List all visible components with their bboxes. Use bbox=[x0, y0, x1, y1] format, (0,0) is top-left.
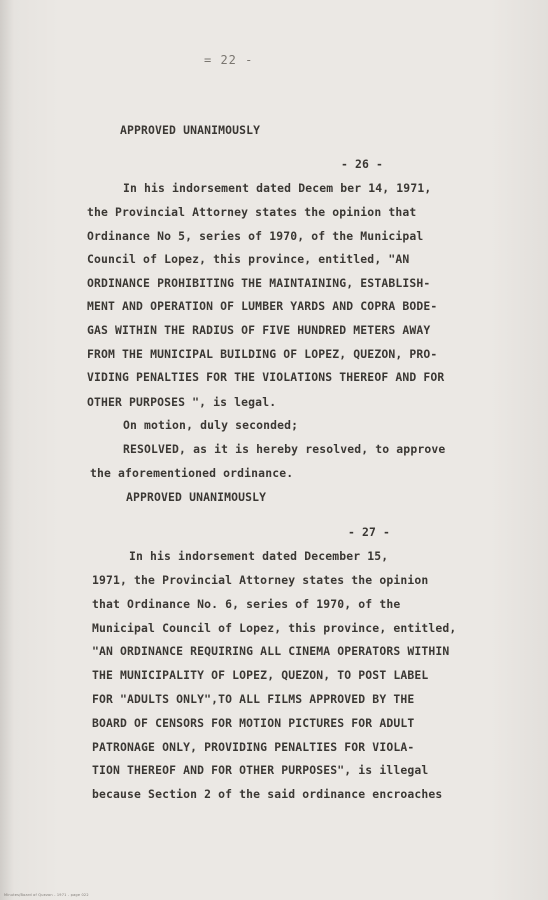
text-line: BOARD OF CENSORS FOR MOTION PICTURES FOR ADULT bbox=[92, 716, 415, 730]
item-number-26: - 26 - bbox=[341, 157, 384, 171]
approval-line: APPROVED UNANIMOUSLY bbox=[126, 490, 267, 504]
text-line: the Provincial Attorney states the opinion that bbox=[87, 205, 417, 219]
text-line: RESOLVED, as it is hereby resolved, to approve bbox=[123, 442, 446, 456]
text-line: TION THEREOF AND FOR OTHER PURPOSES", is illegal bbox=[92, 763, 429, 777]
approval-heading: APPROVED UNANIMOUSLY bbox=[120, 123, 261, 137]
text-line: Municipal Council of Lopez, this province, entitled, bbox=[92, 621, 457, 635]
text-line: "AN ORDINANCE REQUIRING ALL CINEMA OPERATORS WITHIN bbox=[92, 644, 450, 658]
text-line: Ordinance No 5, series of 1970, of the Municipal bbox=[87, 229, 424, 243]
text-line: FROM THE MUNICIPAL BUILDING OF LOPEZ, QUEZON, PRO- bbox=[87, 347, 438, 361]
text-line: GAS WITHIN THE RADIUS OF FIVE HUNDRED METERS AWAY bbox=[87, 323, 431, 337]
text-line: THE MUNICIPALITY OF LOPEZ, QUEZON, TO POST LABEL bbox=[92, 668, 429, 682]
item-number-27: - 27 - bbox=[348, 525, 391, 539]
text-line: On motion, duly seconded; bbox=[123, 418, 299, 432]
scan-footer: Minutes/Board of Quezon - 1971 - page 022 bbox=[4, 893, 89, 897]
text-line: ORDINANCE PROHIBITING THE MAINTAINING, ESTABLISH- bbox=[87, 276, 431, 290]
text-line: MENT AND OPERATION OF LUMBER YARDS AND COPRA BODE- bbox=[87, 299, 438, 313]
text-line: the aforementioned ordinance. bbox=[90, 466, 294, 480]
text-line: that Ordinance No. 6, series of 1970, of the bbox=[92, 597, 401, 611]
text-line: FOR "ADULTS ONLY",TO ALL FILMS APPROVED BY THE bbox=[92, 692, 415, 706]
text-line: because Section 2 of the said ordinance encroaches bbox=[92, 787, 443, 801]
text-line: 1971, the Provincial Attorney states the opinion bbox=[92, 573, 429, 587]
text-line: In his indorsement dated Decem ber 14, 1971, bbox=[123, 181, 432, 195]
page-number: = 22 - bbox=[204, 53, 254, 67]
text-line: In his indorsement dated December 15, bbox=[129, 549, 389, 563]
text-line: VIDING PENALTIES FOR THE VIOLATIONS THEREOF AND FOR bbox=[87, 370, 445, 384]
text-line: PATRONAGE ONLY, PROVIDING PENALTIES FOR VIOLA- bbox=[92, 740, 415, 754]
text-line: Council of Lopez, this province, entitled, "AN bbox=[87, 252, 410, 266]
text-line: OTHER PURPOSES ", is legal. bbox=[87, 395, 277, 409]
